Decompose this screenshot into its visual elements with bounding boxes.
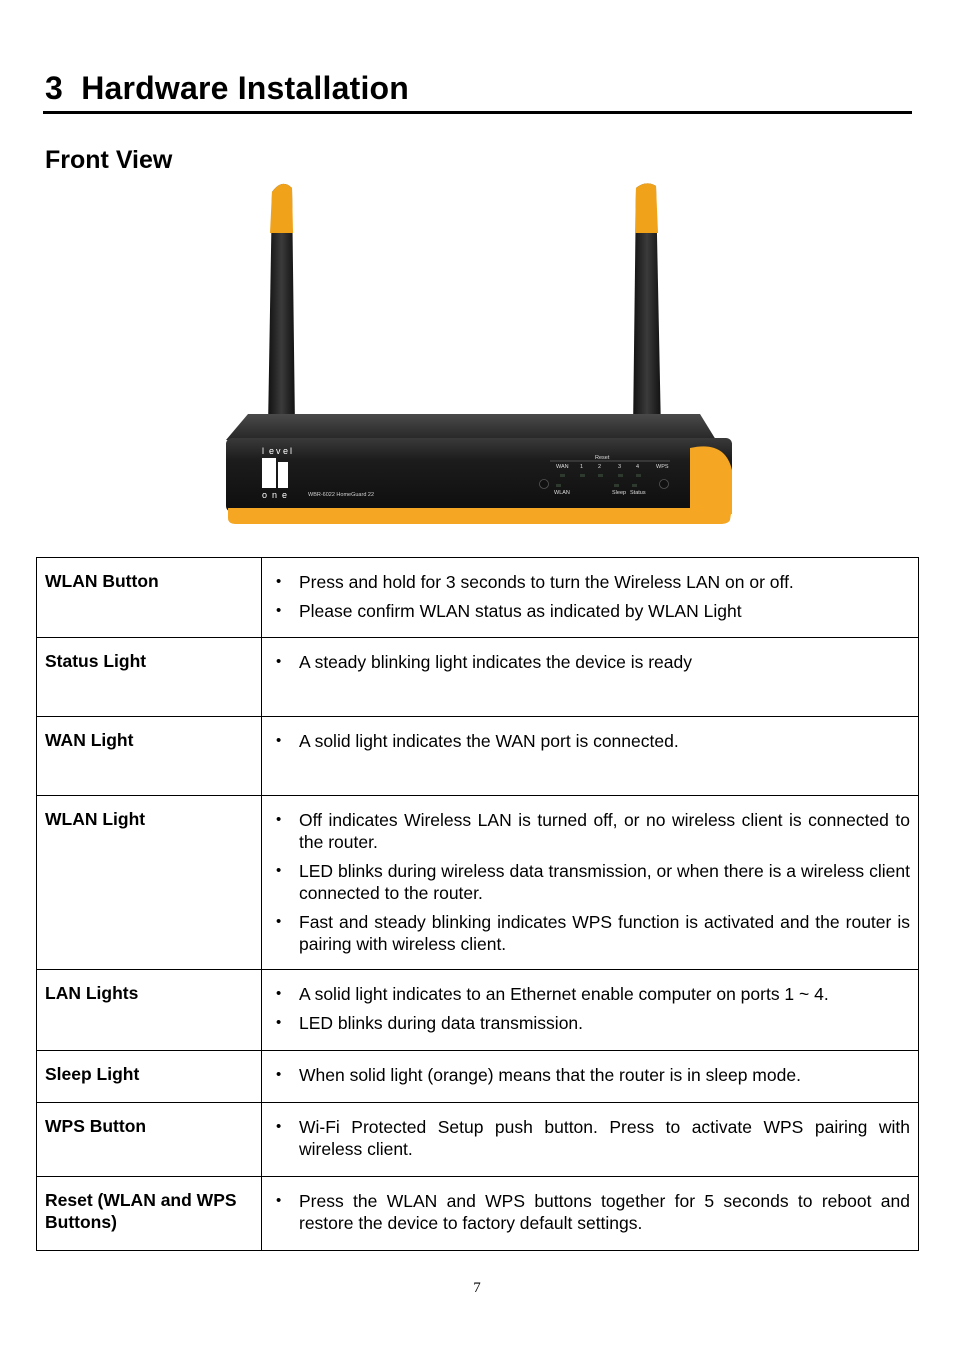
- bullet-item: • Press the WLAN and WPS buttons together for 5 seconds to reboot and restore the device to factory default settings.: [270, 1190, 910, 1234]
- bullet-item: • Fast and steady blinking indicates WPS function is activated and the router is pairing with wireless client.: [270, 911, 910, 955]
- reset-label: Reset: [595, 455, 610, 461]
- logo-letter: l: [290, 446, 292, 456]
- right-antenna: [633, 183, 661, 432]
- hardware-spec-table: [36, 557, 919, 1251]
- bullet-item: • A solid light indicates to an Ethernet enable computer on ports 1 ~ 4.: [270, 983, 910, 1005]
- status-label: Status: [630, 490, 646, 496]
- row-description: [262, 796, 919, 970]
- row-description: [262, 638, 919, 717]
- row-label: Reset (WLAN and WPS Buttons): [37, 1177, 262, 1251]
- router-front-panel: [226, 438, 732, 512]
- row-label: Status Light: [37, 638, 262, 717]
- bullet-item: • Press and hold for 3 seconds to turn the Wireless LAN on or off.: [270, 571, 910, 593]
- table-row: [37, 717, 919, 796]
- wan-label: WAN: [556, 464, 569, 470]
- port2-label: 2: [598, 464, 602, 470]
- logo-letter: e: [282, 490, 288, 500]
- bullet-item: • LED blinks during data transmission.: [270, 1012, 910, 1034]
- router-top-surface: [226, 414, 716, 440]
- bullet-item: • Off indicates Wireless LAN is turned off, or no wireless client is connected to the router.: [270, 809, 910, 853]
- chapter-rule: [43, 111, 912, 114]
- bullet-item: • Wi-Fi Protected Setup push button. Press to activate WPS pairing with wireless client.: [270, 1116, 910, 1160]
- table-row: [37, 558, 919, 638]
- logo-letter: n: [272, 490, 278, 500]
- bullet-item: • When solid light (orange) means that the router is in sleep mode.: [270, 1064, 910, 1086]
- table-row: [37, 796, 919, 970]
- table-row: [37, 1051, 919, 1103]
- row-description: [262, 1177, 919, 1251]
- logo-letter: o: [262, 490, 268, 500]
- table-row: [37, 638, 919, 717]
- bullet-item: • A solid light indicates the WAN port is connected.: [270, 730, 910, 752]
- bullet-item: • A steady blinking light indicates the device is ready: [270, 651, 910, 673]
- row-description: [262, 1103, 919, 1177]
- wps-button-graphic: [660, 480, 669, 489]
- router-orange-base: [228, 508, 732, 524]
- row-description: [262, 970, 919, 1051]
- sleep-label: Sleep: [612, 490, 627, 496]
- wlan-label: WLAN: [554, 490, 570, 496]
- section-title: Front View: [45, 146, 173, 174]
- port4-label: 4: [636, 464, 640, 470]
- wlan-button-graphic: [540, 480, 549, 489]
- row-label: Sleep Light: [37, 1051, 262, 1103]
- table-row: [37, 1177, 919, 1251]
- row-label: WLAN Button: [37, 558, 262, 638]
- chapter-title: [45, 70, 409, 107]
- bullet-item: • Please confirm WLAN status as indicated by WLAN Light: [270, 600, 910, 622]
- router-orange-corner: [690, 446, 732, 514]
- chapter-title-text: Hardware Installation: [81, 70, 410, 106]
- table-row: [37, 970, 919, 1051]
- row-label: LAN Lights: [37, 970, 262, 1051]
- left-antenna: [268, 184, 295, 428]
- wps-label: WPS: [656, 464, 669, 470]
- logo-letter: l: [262, 446, 264, 456]
- logo-letter: e: [269, 446, 275, 456]
- row-label: WLAN Light: [37, 796, 262, 970]
- router-front-view-image: [220, 178, 736, 526]
- row-description: [262, 558, 919, 638]
- bullet-item: • LED blinks during wireless data transmission, or when there is a wireless client connected to the router.: [270, 860, 910, 904]
- model-label: WBR-6022 HomeGuard 22: [308, 492, 375, 498]
- table-row: [37, 1103, 919, 1177]
- page-number: 7: [473, 1280, 481, 1296]
- row-label: WPS Button: [37, 1103, 262, 1177]
- chapter-number: 3: [45, 70, 63, 106]
- port1-label: 1: [580, 464, 584, 470]
- logo-letter: v: [276, 446, 281, 456]
- row-description: [262, 1051, 919, 1103]
- port3-label: 3: [618, 464, 622, 470]
- row-description: [262, 717, 919, 796]
- row-label: WAN Light: [37, 717, 262, 796]
- logo-letter: e: [283, 446, 289, 456]
